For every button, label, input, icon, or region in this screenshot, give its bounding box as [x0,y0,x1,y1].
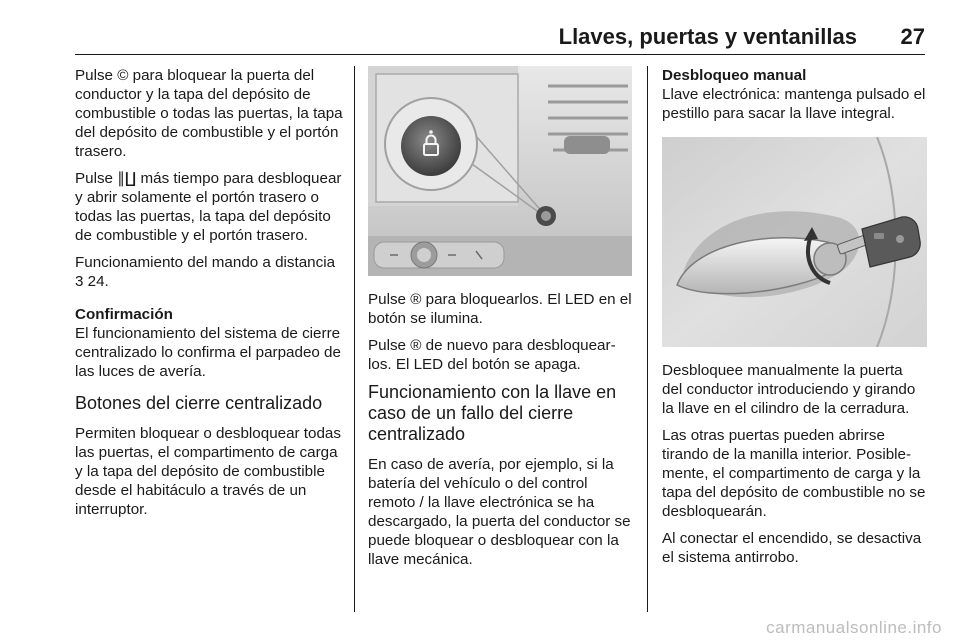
paragraph: Pulse © para bloquear la puerta del conductor y la tapa del depósito de combustible o todas las puertas, la tapa del depósito de combustible y el portón trasero. [75,67,343,160]
page-number: 27 [900,24,925,49]
column-divider-1 [354,66,355,612]
column-2 [368,66,632,577]
paragraph: Llave electrónica: mantenga pulsado el pestillo para sacar la llave integral. [662,86,926,122]
chapter-title: Llaves, puertas y ventanillas [558,24,857,49]
paragraph: Al conectar el encendido, se desactiva el sistema antirrobo. [662,530,922,566]
paragraph: Las otras puertas pueden abrirse tirando de la manilla interior. Posiblemente, el compartimento de carga y la tapa del depósito de combustible no se desbloquearán. [662,427,926,520]
watermark: carmanualsonline.info [766,618,942,637]
paragraph: Pulse ® de nuevo para desbloquearlos. El LED del botón se apaga. [368,337,616,373]
paragraph: Pulse ∥∐ más tiempo para desbloquear y abrir solamente el portón trasero o todas las puertas, la tapa del depósito de combustible y el portón trasero. [75,170,342,244]
page-header [75,0,925,52]
paragraph: Funcionamiento del mando a distancia 3 24. [75,254,336,290]
column-3 [662,66,927,575]
section-title: Botones del cierre centralizado [75,393,323,413]
confirmation-heading: Confirmación [75,306,173,323]
paragraph: Desbloquee manualmente la puerta del conductor introduciendo y girando la llave en el cilindro de la cerradura. [662,362,916,417]
paragraph: Permiten bloquear o desbloquear todas las puertas, el compartimento de carga y la tapa del depósito de combustible desde el habitáculo a través de un interruptor. [75,425,341,518]
column-1 [75,66,343,527]
door-handle-key-illustration [662,137,927,347]
column-divider-2 [647,66,648,612]
manual-unlock-heading: Desbloqueo manual [662,67,807,84]
header-divider [75,54,925,55]
paragraph: En caso de avería, por ejemplo, si la batería del vehículo o del control remoto / la llave electrónica se ha descargado, la puerta del conductor se puede bloquear o desbloquear con la llave mecánica. [368,456,631,568]
paragraph: El funcionamiento del sistema de cierre centralizado lo confirma el parpadeo de las luces de avería. [75,325,341,380]
section-title: Funcionamiento con la llave en caso de un fallo del cierre centralizado [368,382,617,444]
paragraph: Pulse ® para bloquearlos. El LED en el botón se ilumina. [368,291,632,327]
lock-button-illustration [368,66,632,276]
